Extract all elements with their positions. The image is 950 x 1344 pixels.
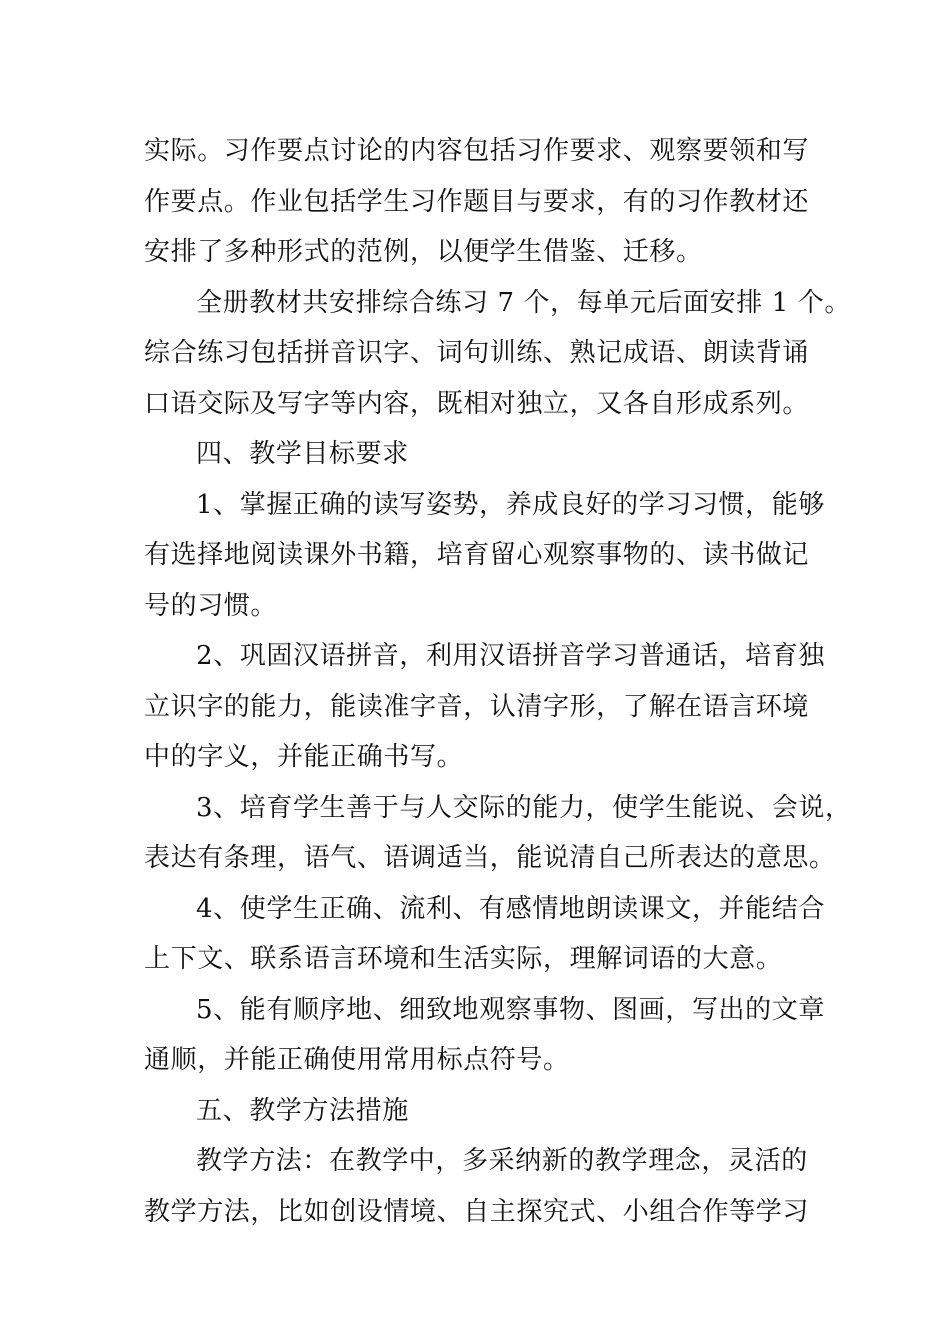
text-line: 4、使学生正确、流利、有感情地朗读课文，并能结合 <box>196 893 825 924</box>
text-line: 四、教学目标要求 <box>196 439 409 469</box>
text-line: 2、巩固汉语拼音，利用汉语拼音学习普通话，培育独 <box>196 641 825 671</box>
text-line: 教学方法：在教学中，多采纳新的教学理念，灵活的 <box>196 1146 808 1176</box>
text-line: 1、掌握正确的读写姿势，养成良好的学习习惯，能够 <box>196 489 825 520</box>
text-line: 作要点。作业包括学生习作题目与要求，有的习作教材还 <box>144 186 810 217</box>
text-line: 立识字的能力，能读准字音，认清字形，了解在语言环境 <box>144 691 810 722</box>
text-line: 通顺，并能正确使用常用标点符号。 <box>144 1045 570 1075</box>
text-line: 实际。习作要点讨论的内容包括习作要求、观察要领和写 <box>144 136 810 166</box>
text-line: 上下文、联系语言环境和生活实际，理解词语的大意。 <box>144 944 783 974</box>
text-line: 口语交际及写字等内容，既相对独立，又各自形成系列。 <box>144 388 810 419</box>
text-line: 综合练习包括拼音识字、词句训练、熟记成语、朗读背诵 <box>144 338 810 368</box>
document-body <box>144 126 852 1237</box>
text-line: 有选择地阅读课外书籍，培育留心观察事物的、读书做记 <box>144 540 810 570</box>
text-line: 全册教材共安排综合练习 7 个，每单元后面安排 1 个。 <box>196 287 851 318</box>
text-line: 五、教学方法措施 <box>196 1095 409 1126</box>
text-line: 表达有条理，语气、语调适当，能说清自己所表达的意思。 <box>144 843 836 873</box>
text-line: 3、培育学生善于与人交际的能力，使学生能说、会说， <box>196 792 852 823</box>
text-line: 5、能有顺序地、细致地观察事物、图画，写出的文章 <box>196 994 825 1025</box>
text-line: 号的习惯。 <box>144 590 278 621</box>
text-line: 中的字义，并能正确书写。 <box>144 742 464 772</box>
text-line: 安排了多种形式的范例，以便学生借鉴、迁移。 <box>144 237 703 267</box>
text-line: 教学方法，比如创设情境、自主探究式、小组合作等学习 <box>144 1196 810 1227</box>
